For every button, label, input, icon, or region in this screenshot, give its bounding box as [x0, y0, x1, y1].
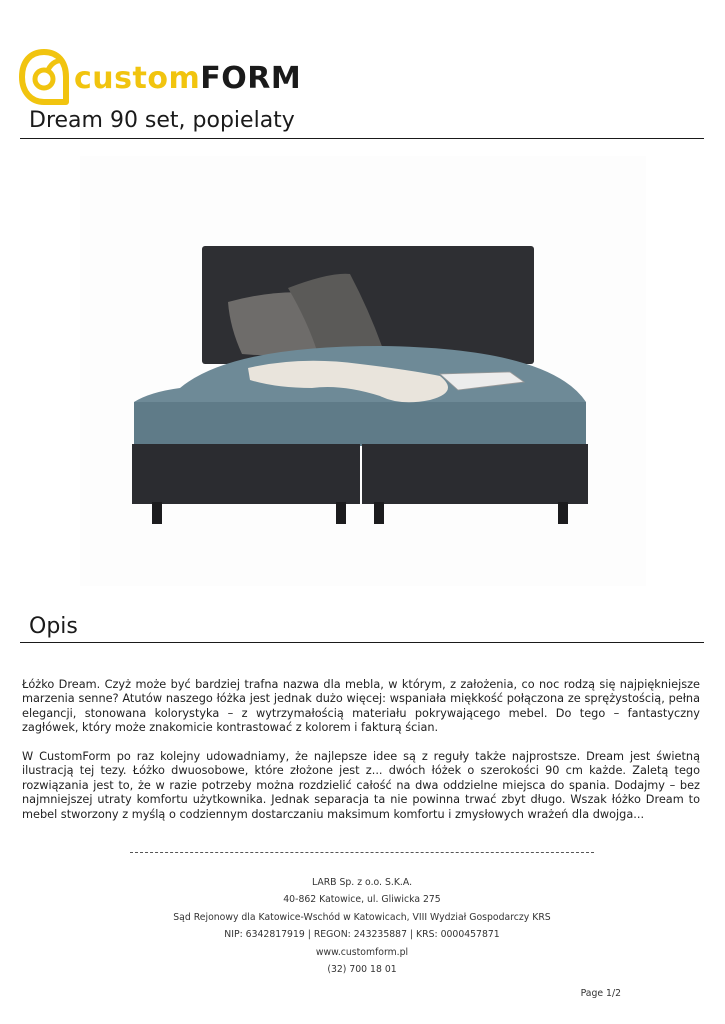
- description: [22, 678, 700, 836]
- description-paragraph-1: Łóżko Dream. Czyż może być bardziej trafna nazwa dla mebla, w którym, z założenia, co noc rodzą się najpiękniejsze marzenia senne? Atutów naszego łóżka jest jednak dużo więcej: wspaniała miękkość połączona ze sprężystością, pełna elegancji, stonowana kolorystyka – z wytrzymałością materiału pokrywającego mebel. Do tego – fantastyczny zagłówek, który może znakomicie kontrastować z kolorem i fakturą ścian.: [22, 678, 700, 735]
- footer-address: 40-862 Katowice, ul. Gliwicka 275: [283, 894, 441, 906]
- title-divider: [20, 138, 704, 139]
- footer-ids: NIP: 6342817919 | REGON: 243235887 | KRS: 0000457871: [224, 929, 500, 941]
- product-title: Dream 90 set, popielaty: [29, 108, 295, 133]
- footer-phone: (32) 700 18 01: [327, 963, 397, 975]
- logo-mark-icon: [18, 48, 70, 106]
- section-title-opis: Opis: [29, 614, 78, 639]
- description-paragraph-2: W CustomForm po raz kolejny udowadniamy, że najlepsze idee są z reguły także najprostsze. Dream jest świetną ilustracją tej tezy. Łóżko dwuosobowe, które złożone jest z... dwóch łóżek o szerokości 90 cm każde. Zaletą tego rozwiązania jest to, że w razie potrzeby można rozdzielić całość na dwa oddzielne miejsca do spania. Dodajmy – bez najmniejszej utraty komfortu użytkownika. Jednak separacja ta nie powinna trwać zbyt długo. Wszak łóżko Dream to mebel stworzony z myślą o codziennym dostarczaniu maksimum komfortu i zmysłowych wrażeń dla dwojga...: [22, 750, 700, 821]
- page-number: Page 1/2: [580, 988, 621, 999]
- logo-wordmark: customFORM: [74, 60, 302, 96]
- footer-company: LARB Sp. z o.o. S.K.A.: [311, 877, 413, 888]
- footer: [100, 874, 624, 978]
- footer-website: www.customform.pl: [315, 946, 409, 958]
- section-divider: [20, 642, 704, 643]
- footer-separator: [130, 852, 594, 853]
- footer-court: Sąd Rejonowy dla Katowice-Wschód w Katowicach, VIII Wydział Gospodarczy KRS: [173, 911, 551, 923]
- bed-photo-icon: [80, 156, 646, 586]
- product-image: [80, 156, 646, 586]
- customform-logo: [18, 48, 301, 106]
